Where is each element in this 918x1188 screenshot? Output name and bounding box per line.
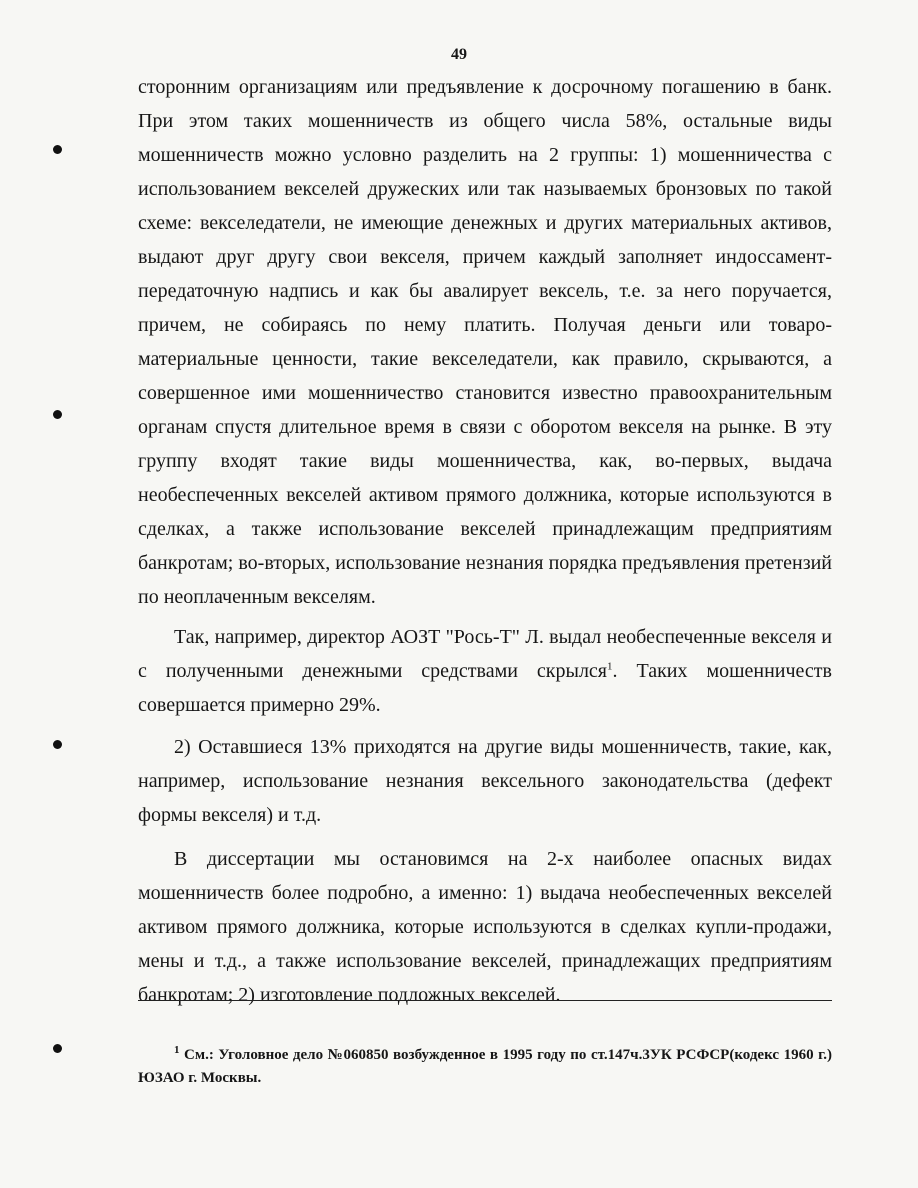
footnote-text: См.: Уголовное дело №060850 возбужденное в 1995 году по ст.147ч.3УК РСФСР(кодекс 1960 г.) ЮЗАО г. Москвы. <box>138 1047 832 1086</box>
paragraph-text: Так, например, директор АОЗТ "Рось-Т" Л. выдал необеспеченные векселя и с полученными денежными средствами скрылся <box>138 626 832 682</box>
footnote-reference[interactable]: 1 <box>607 660 613 673</box>
binding-hole-mark <box>53 145 62 154</box>
body-text <box>138 70 832 1012</box>
paragraph-dissertation-focus: В диссертации мы остановимся на 2-х наиболее опасных видах мошенничеств более подробно, а именно: 1) выдача необеспеченных векселей активом прямого должника, которые используются в сделках купли-продажи, мены и т.д., а также использование векселей, принадлежащих предприятиям банкротам; 2) изготовление подложных векселей. <box>138 848 832 1006</box>
paragraph-text: . Таких мошенничеств совершается примерно 29%. <box>138 660 832 716</box>
paragraph-continuation: сторонним организациям или предъявление к досрочному погашению в банк. При этом таких мошенничеств из общего числа 58%, остальные виды мошенничеств можно условно разделить на 2 группы: 1) мошенничества с использованием векселей дружеских или так называемых бронзовых по такой схеме: векселедатели, не имеющие денежных и других материальных активов, выдают друг другу свои векселя, причем каждый заполняет индоссамент-передаточную надпись и как бы авалирует вексель, т.е. за него поручается, причем, не собираясь по нему платить. Получая деньги или товаро-материальные ценности, такие векселедатели, как правило, скрываются, а совершенное ими мошенничество становится известно правоохранительным органам спустя длительное время в связи с оборотом векселя на рынке. В эту группу входят такие виды мошенничества, как, во-первых, выдача необеспеченных векселей активом прямого должника, которые используются в сделках, а также использование векселей принадлежащим предприятиям банкротам; во-вторых, использование незнания порядка предъявления претензий по неоплаченным векселям. <box>138 76 832 608</box>
paragraph-remaining-share: 2) Оставшиеся 13% приходятся на другие виды мошенничеств, такие, как, например, использование незнания вексельного законодательства (дефект формы векселя) и т.д. <box>138 736 832 826</box>
footnote-marker: 1 <box>174 1044 180 1056</box>
binding-hole-mark <box>53 410 62 419</box>
paragraph-example <box>138 620 832 722</box>
binding-hole-mark <box>53 740 62 749</box>
binding-hole-mark <box>53 1044 62 1053</box>
footnote <box>138 1044 832 1090</box>
page-number: 49 <box>451 46 467 63</box>
footnote-separator <box>138 1000 832 1001</box>
